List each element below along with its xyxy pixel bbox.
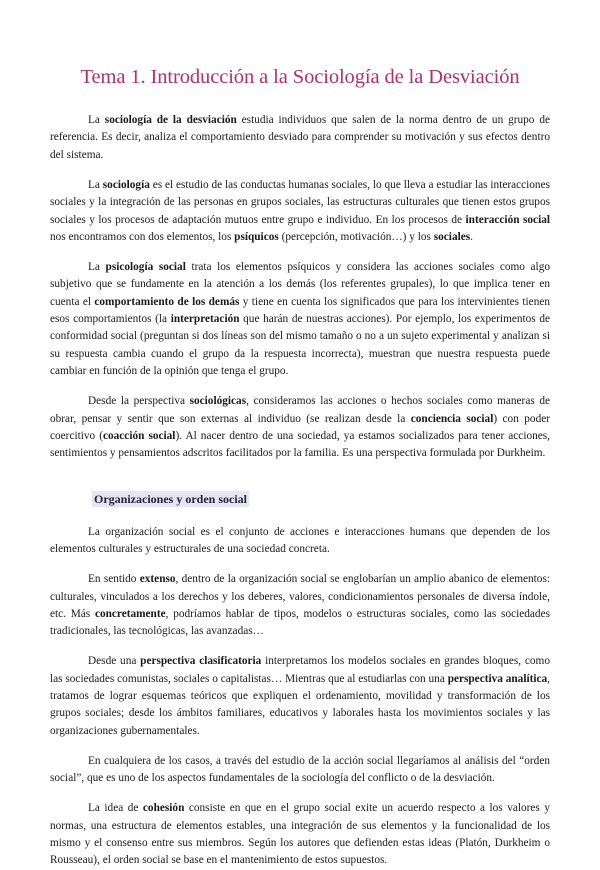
text-run: interpretamos los modelos sociales en grandes bloques, como las sociedades comunistas, sociales o capitalistas… Mientras que al estudiarlas con una — [50, 655, 550, 685]
text-run: Desde una — [88, 655, 141, 668]
bold-term: sociología — [102, 178, 150, 191]
document-title: Tema 1. Introducción a la Sociología de la Desviación — [80, 66, 520, 88]
bold-term: interpretación — [170, 313, 240, 326]
text-run: , podríamos hablar de tipos, modelos o estructuras sociales, como las sociedades tradicionales, las tecnológicas, las avanzadas… — [50, 607, 550, 638]
text-run: (percepción, motivación…) y los — [278, 230, 434, 243]
bold-term: conciencia social — [410, 412, 494, 425]
section-heading: Organizaciones y orden social — [94, 491, 247, 506]
paragraph-desviacion — [50, 112, 550, 164]
bold-term: sociología de la desviación — [104, 114, 237, 126]
text-run: nos encontramos con dos elementos, los — [50, 230, 235, 243]
bold-term: psicología social — [105, 260, 186, 273]
paragraph-orden-social — [50, 753, 550, 788]
bold-term: perspectiva analítica — [447, 672, 548, 685]
text-run: trata los elementos psíquicos y considera las acciones sociales como algo subjetivo que se fundamente en la atención a los demás (los referentes grupales), lo que implica tener en cuenta el — [50, 260, 550, 308]
paragraph-cohesion — [50, 800, 550, 870]
text-run: es el estudio de las conductas humanas sociales, lo que lleva a estudiar las interacciones sociales y la integración de las personas en grupos sociales, las estructuras culturales que tienen estos grupos sociales y los procesos de adaptación mutuos entre grupo e individuo. En los procesos de — [50, 178, 550, 226]
bold-term: psíquicos — [234, 230, 279, 243]
bold-term: perspectiva clasificatoria — [140, 655, 262, 668]
text-run: La organización social es el conjunto de acciones e interacciones humans que dependen de los elementos culturales y estructurales de una sociedad concreta. — [50, 525, 550, 556]
text-run: Desde la perspectiva — [88, 395, 190, 408]
text-run: , consideramos las acciones o hechos sociales como maneras de obrar, pensar y sentir que son externas al individuo (se realizan desde la — [50, 395, 550, 425]
text-run: , dentro de la organización social se englobarían un amplio abanico de elementos: culturales, vinculados a los derechos y los deberes, valores, condicionamientos personales de diversa índole, etc. Más — [50, 573, 550, 620]
text-run: que harán de nuestras acciones). Por ejemplo, los experimentos de conformidad social (preguntan si dos líneas son del mismo tamaño o no a un sujeto experimental y analizan si su respuesta cambia cuando el grupo da la respuesta incorrecta), muestran que nuestra respuesta puede cambiar en función de la opinión que tenga el grupo. — [50, 313, 550, 378]
text-run: La — [88, 178, 103, 191]
text-run: En cualquiera de los casos, a través del estudio de la acción social llegaríamos al análisis del “orden social”, que es uno de los aspectos fundamentales de la sociología del conflicto o de la desviación. — [50, 754, 550, 785]
bold-term: sociales — [433, 230, 471, 243]
text-run: ). Al nacer dentro de una sociedad, ya estamos socializados para tener acciones, sentimientos y pensamientos adscritos facilitados por la familia. Es una perspectiva formulada por Durkheim. — [50, 430, 550, 460]
section-heading-wrap — [92, 490, 550, 508]
bold-term: comportamiento de los demás — [94, 295, 240, 308]
bold-term: extenso — [139, 573, 176, 586]
text-run: estudia individuos que salen de la norma dentro de un grupo de referencia. Es decir, analiza el comportamiento desviado para comprender su motivación y sus efectos dentro del sistema. — [50, 114, 550, 161]
text-run: ) con poder coercitivo ( — [50, 412, 550, 442]
text-run: . — [470, 230, 473, 243]
bold-term: sociológicas — [189, 395, 247, 408]
text-run: y tiene en cuenta los significados que para los intervinientes tienen esos comportamientos (la — [50, 295, 551, 326]
text-run: En sentido — [88, 573, 140, 586]
text-run: La — [88, 114, 105, 126]
paragraph-sentido-extenso — [50, 571, 550, 641]
organizaciones-section — [50, 524, 550, 870]
bold-term: interacción social — [465, 213, 550, 226]
paragraph-psicologia-social — [50, 259, 550, 381]
paragraph-sociologia — [50, 177, 550, 247]
bold-term: concretamente — [94, 607, 166, 620]
paragraph-perspectivas — [50, 653, 550, 740]
paragraph-organizacion-social — [50, 524, 550, 559]
text-run: La idea de — [88, 802, 143, 815]
paragraph-perspectiva-sociologica — [50, 393, 550, 463]
text-run: , tratamos de lograr esquemas teóricos que expliquen el ordenamiento, movilidad y transformación de los grupos sociales; desde los ámbitos familiares, educativos y laborales hasta los movimientos sociales y las organizaciones gubernamentales. — [50, 672, 550, 737]
bold-term: cohesión — [142, 802, 185, 815]
intro-section — [50, 112, 550, 463]
bold-term: coacción social — [102, 430, 176, 442]
text-run: La — [88, 260, 106, 273]
text-run: consiste en que en el grupo social exite un acuerdo respecto a los valores y normas, una estructura de elementos estables, una integración de sus elementos y la funcionalidad de los mismo y el consenso entre sus miembros. Según los autores que defienden estas ideas (Platón, Durkheim o Rousseau), el orden social se base en el mantenimiento de estos supuestos. — [50, 802, 550, 867]
